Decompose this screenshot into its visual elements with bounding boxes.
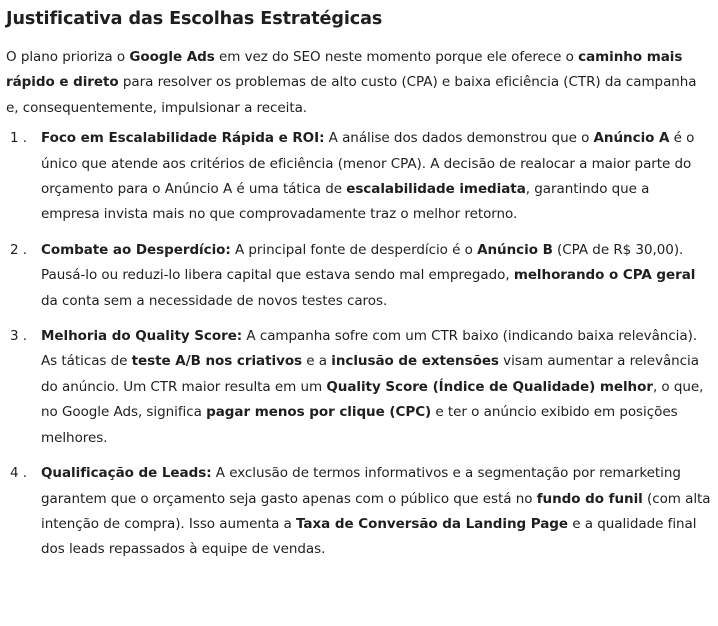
list-number: 2 . <box>10 241 28 258</box>
item-bold: Anúncio A <box>593 130 670 147</box>
item-heading: Foco em Escalabilidade Rápida e ROI: <box>41 130 325 147</box>
list-item-waste <box>6 238 712 314</box>
intro-bold-google-ads: Google Ads <box>129 49 215 65</box>
item-text: A campanha sofre com um CTR baixo (indicando baixa relevância). As táticas de <box>41 328 698 370</box>
item-text: A principal fonte de desperdício é o <box>230 241 478 258</box>
item-text: , o que, no Google Ads, significa <box>41 378 704 421</box>
item-bold: Anúncio B <box>477 241 553 258</box>
item-text: (com alta intenção de compra). Isso aumenta a <box>41 490 711 532</box>
item-text: e a qualidade final dos leads repassados à equipe de vendas. <box>41 515 697 558</box>
justification-list <box>6 126 712 563</box>
list-number: 1 . <box>10 130 28 147</box>
list-item-quality-score <box>6 324 712 451</box>
item-text: (CPA de R$ 30,00). Pausá-lo ou reduzi-lo libera capital que estava sendo mal empregado, <box>41 241 684 284</box>
list-item-scalability <box>6 126 712 228</box>
item-text: , garantindo que a empresa invista mais no que comprovadamente traz o melhor retorno. <box>41 181 650 223</box>
item-heading: Combate ao Desperdício: <box>41 241 231 258</box>
list-number: 4 . <box>10 465 28 482</box>
item-bold: escalabilidade imediata <box>346 181 526 198</box>
item-heading: Melhoria do Quality Score: <box>41 328 243 345</box>
item-text: da conta sem a necessidade de novos testes caros. <box>41 292 388 309</box>
item-bold: pagar menos por clique (CPC) <box>206 404 432 421</box>
item-bold: Quality Score (Índice de Qualidade) melhor <box>326 378 653 395</box>
intro-text: em vez do SEO neste momento porque ele oferece o <box>214 49 579 65</box>
list-number: 3 . <box>10 328 28 345</box>
item-text: A exclusão de termos informativos e a segmentação por remarketing garantem que o orçamento seja gasto apenas com o público que está no <box>41 465 681 507</box>
item-text: é o único que atende aos critérios de eficiência (menor CPA). A decisão de realocar a maior parte do orçamento para o Anúncio A é uma tática de <box>41 130 695 198</box>
list-item-leads <box>6 461 712 563</box>
item-text: A análise dos dados demonstrou que o <box>324 130 594 147</box>
item-bold: fundo do funil <box>536 490 643 507</box>
intro-paragraph <box>6 45 712 121</box>
intro-text: O plano prioriza o <box>6 49 130 65</box>
item-bold: inclusão de extensões <box>331 353 499 370</box>
item-heading: Qualificação de Leads: <box>41 465 212 482</box>
item-text: e a <box>302 353 332 370</box>
intro-text: para resolver os problemas de alto custo (CPA) e baixa eficiência (CTR) da campanha e, consequentemente, impulsionar a receita. <box>6 74 697 116</box>
item-text: visam aumentar a relevância do anúncio. Um CTR maior resulta em um <box>41 353 699 395</box>
section-title: Justificativa das Escolhas Estratégicas <box>6 9 383 29</box>
intro-bold-fastest-path: caminho mais rápido e direto <box>6 49 683 91</box>
item-bold: Taxa de Conversão da Landing Page <box>296 515 569 532</box>
item-text: e ter o anúncio exibido em posições melhores. <box>41 404 678 446</box>
item-bold: teste A/B nos criativos <box>131 353 303 370</box>
item-bold: melhorando o CPA geral <box>513 267 696 284</box>
